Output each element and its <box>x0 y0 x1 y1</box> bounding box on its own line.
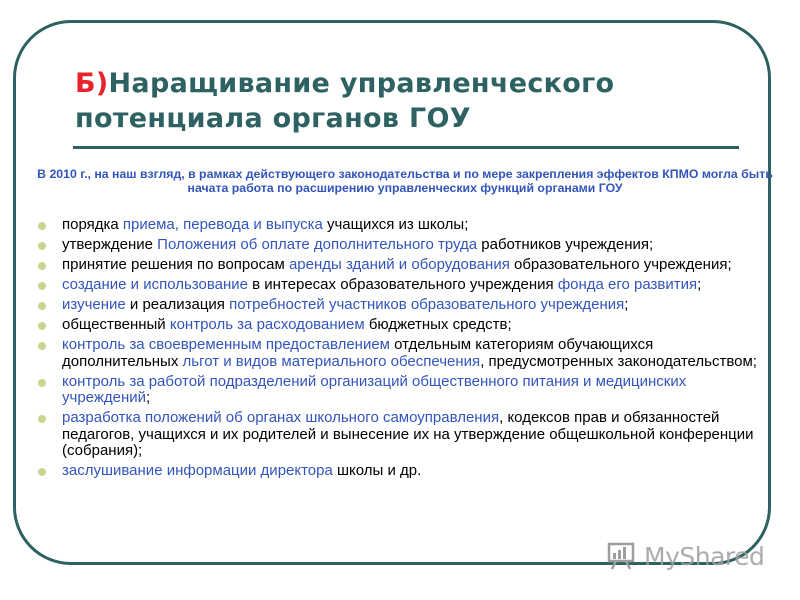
bullet-dot-icon <box>38 379 46 387</box>
bullet-highlight: заслушивание информации директора <box>62 462 333 479</box>
slide-title <box>75 66 755 136</box>
bullet-item <box>38 277 773 294</box>
watermark-text: MyShared <box>644 541 765 571</box>
bullet-text: ; <box>146 389 151 406</box>
bullet-item <box>38 257 773 274</box>
bullet-list <box>38 217 773 483</box>
watermark <box>606 538 766 574</box>
bullet-dot-icon <box>38 222 46 230</box>
bullet-text: учащихся из школы; <box>322 216 469 233</box>
bullet-item <box>38 374 773 407</box>
title-prefix: Б) <box>75 68 109 99</box>
bullet-highlight: контроль за расходованием <box>169 316 365 333</box>
bullet-text: отдельным категориям обучающихся дополнительных <box>62 336 654 370</box>
bullet-text: школы и др. <box>332 462 422 479</box>
bullet-highlight: контроль за своевременным предоставлением <box>62 336 390 353</box>
bullet-highlight: изучение <box>62 296 126 313</box>
bullet-text: и реализация <box>125 296 230 313</box>
bullet-text: бюджетных средств; <box>364 316 512 333</box>
bullet-dot-icon <box>38 322 46 330</box>
bullet-highlight: Положения об оплате дополнительного труда <box>157 236 478 253</box>
bullet-item <box>38 463 773 480</box>
bullet-text: утверждение <box>62 236 158 253</box>
bullet-text: , предусмотренных законодательством; <box>480 352 757 370</box>
bullet-text: порядка <box>62 216 123 233</box>
bullet-item <box>38 317 773 334</box>
bullet-text: в интересах образовательного учреждения <box>247 276 558 293</box>
bullet-highlight: льгот и видов материального обеспечения <box>182 352 481 370</box>
bullet-text: принятие решения по вопросам <box>62 256 289 273</box>
bullet-text: , кодексов прав и обязанностей педагогов, учащихся и их родителей и вынесение их на утверждение общешкольной конференции (собрания); <box>62 409 754 459</box>
bullet-text: ; <box>624 296 629 313</box>
bullet-dot-icon <box>38 242 46 250</box>
bullet-item <box>38 410 773 460</box>
bullet-item <box>38 297 773 314</box>
bullet-highlight: контроль за работой подразделений организаций общественного питания и медицинских учреждений <box>62 372 687 406</box>
bullet-highlight: создание и использование <box>62 276 248 293</box>
bullet-dot-icon <box>38 262 46 270</box>
bullet-highlight: аренды зданий и оборудования <box>288 256 510 273</box>
bullet-text: ; <box>697 276 702 293</box>
slide-subtitle: В 2010 г., на наш взгляд, в рамках действующего законодательства и по мере закрепления эффектов КПМО могла быть начата работа по расширению управленческих функций органами ГОУ <box>37 167 773 195</box>
title-text: Наращивание управленческого потенциала органов ГОУ <box>75 68 615 134</box>
bullet-dot-icon <box>38 468 46 476</box>
presentation-board-icon <box>606 541 638 571</box>
bullet-highlight: фонда его развития <box>557 276 698 293</box>
bullet-dot-icon <box>38 282 46 290</box>
bullet-highlight: разработка положений об органах школьного самоуправления <box>62 409 500 426</box>
bullet-text: общественный <box>62 316 170 333</box>
bullet-item <box>38 237 773 254</box>
bullet-dot-icon <box>38 415 46 423</box>
bullet-dot-icon <box>38 302 46 310</box>
bullet-highlight: приема, перевода и выпуска <box>122 216 323 233</box>
title-underline <box>73 146 739 149</box>
bullet-item <box>38 217 773 234</box>
bullet-text: образовательного учреждения; <box>509 256 732 273</box>
bullet-text: работников учреждения; <box>477 236 654 253</box>
bullet-highlight: потребностей участников образовательного учреждения <box>229 296 625 313</box>
bullet-item <box>38 337 773 370</box>
bullet-dot-icon <box>38 342 46 350</box>
